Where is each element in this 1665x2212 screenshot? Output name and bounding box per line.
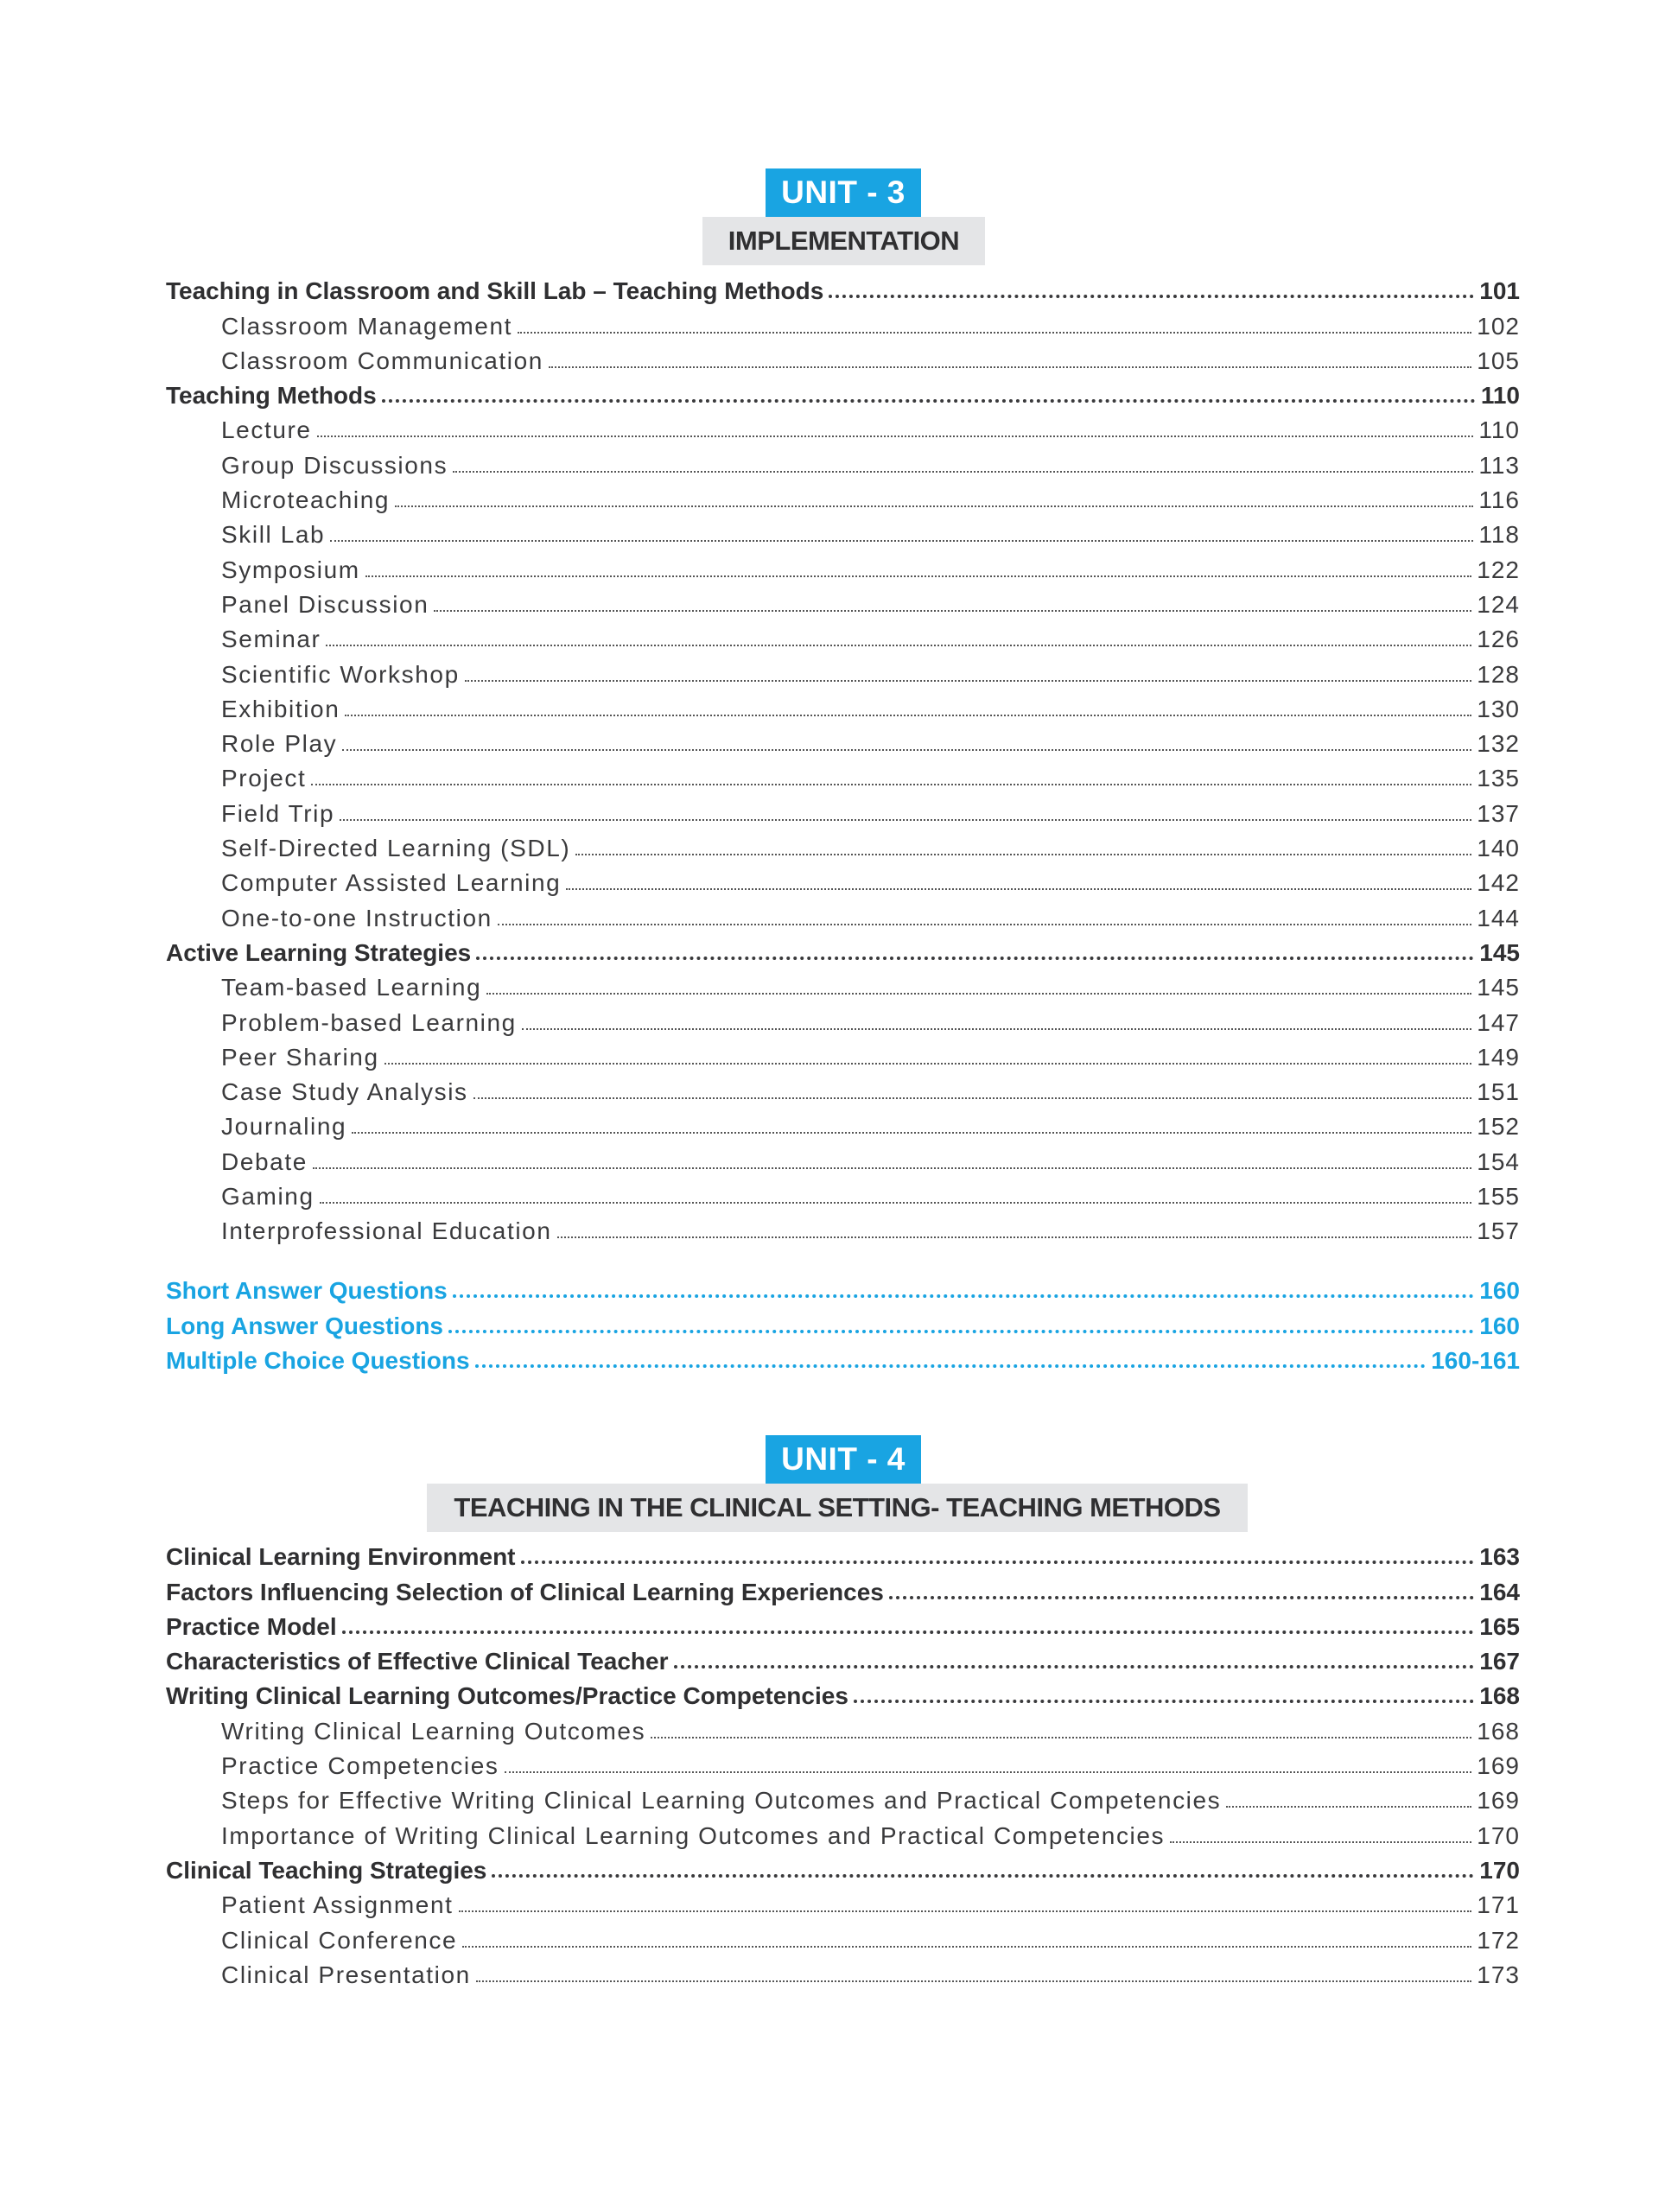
dot-leader: [352, 1132, 1471, 1134]
toc-entry-title: Steps for Effective Writing Clinical Learning Outcomes and Practical Competencies: [166, 1789, 1226, 1818]
toc-subentry[interactable]: [166, 448, 1520, 482]
toc-entry-page: 144: [1471, 906, 1520, 936]
dot-leader: [453, 471, 1473, 473]
toc-entry-title: Writing Clinical Learning Outcomes: [166, 1719, 651, 1749]
toc-subentry[interactable]: [166, 657, 1520, 691]
dot-leader: [473, 1097, 1472, 1099]
toc-entry-page: 173: [1471, 1963, 1520, 1993]
unit-3-title: [702, 217, 985, 265]
toc-subentry[interactable]: [166, 1040, 1520, 1075]
toc-entry-title: Clinical Conference: [166, 1929, 462, 1958]
toc-subentry[interactable]: [166, 796, 1520, 830]
toc-entry-title: Characteristics of Effective Clinical Teacher: [166, 1649, 674, 1679]
toc-entry-page: 170: [1471, 1824, 1520, 1853]
toc-entry-page: 126: [1471, 627, 1520, 657]
toc-entry-page: 145: [1471, 976, 1520, 1005]
unit-3-badge: [766, 168, 921, 217]
toc-heading-entry[interactable]: [166, 378, 1520, 413]
dot-leader: [476, 957, 1474, 960]
toc-subentry[interactable]: [166, 308, 1520, 343]
toc-heading-entry[interactable]: [166, 1644, 1520, 1679]
dot-leader: [434, 610, 1471, 612]
toc-entry-title: Clinical Teaching Strategies: [166, 1859, 492, 1888]
toc-entry-title: Lecture: [166, 418, 317, 448]
dot-leader: [1226, 1806, 1471, 1808]
toc-subentry[interactable]: [166, 1005, 1520, 1039]
toc-entry-page: 155: [1471, 1185, 1520, 1214]
toc-heading-entry[interactable]: [166, 1574, 1520, 1609]
dot-leader: [549, 366, 1471, 368]
toc-entry-title: Clinical Presentation: [166, 1963, 476, 1993]
dot-leader: [518, 332, 1471, 334]
toc-entry-page: 142: [1471, 871, 1520, 900]
toc-entry-page: 130: [1471, 697, 1520, 727]
dot-leader: [674, 1665, 1475, 1669]
toc-subentry[interactable]: [166, 1075, 1520, 1109]
toc-entry-page: 102: [1471, 315, 1520, 344]
toc-subentry[interactable]: [166, 518, 1520, 552]
toc-entry-page: 160-161: [1426, 1349, 1520, 1378]
dot-leader: [345, 715, 1471, 716]
toc-subentry[interactable]: [166, 692, 1520, 727]
toc-entry-page: 105: [1471, 349, 1520, 378]
toc-entry-page: 168: [1471, 1719, 1520, 1749]
unit-4-title: [427, 1484, 1248, 1532]
toc-heading-entry[interactable]: [166, 1540, 1520, 1574]
toc-entry-title: Patient Assignment: [166, 1893, 459, 1923]
unit-4-badge-label: UNIT - 4: [781, 1441, 906, 1477]
toc-entry-page: 124: [1471, 593, 1520, 622]
toc-subentry[interactable]: [166, 1818, 1520, 1853]
toc-subentry[interactable]: [166, 900, 1520, 935]
dot-leader: [557, 1236, 1472, 1238]
toc-entry-title: Importance of Writing Clinical Learning Outcomes and Practical Competencies: [166, 1824, 1170, 1853]
toc-heading-entry[interactable]: [166, 1679, 1520, 1713]
dot-leader: [317, 435, 1474, 437]
toc-entry-title: Project: [166, 766, 311, 796]
toc-entry-title: Long Answer Questions: [166, 1314, 448, 1344]
toc-entry-page: 149: [1471, 1046, 1520, 1075]
toc-subentry[interactable]: [166, 1214, 1520, 1249]
toc-entry-title: Classroom Management: [166, 315, 518, 344]
toc-entry-page: 116: [1473, 488, 1520, 518]
toc-entry-page: 128: [1471, 663, 1520, 692]
dot-leader: [342, 749, 1471, 751]
toc-entry-title: Case Study Analysis: [166, 1080, 473, 1109]
toc-question-entry[interactable]: [166, 1308, 1520, 1343]
dot-leader: [465, 680, 1472, 682]
toc-subentry[interactable]: [166, 866, 1520, 900]
toc-entry-page: 160: [1474, 1279, 1520, 1308]
toc-entry-page: 113: [1473, 454, 1520, 483]
toc-entry-title: Gaming: [166, 1185, 320, 1214]
toc-entry-page: 157: [1471, 1219, 1520, 1249]
dot-leader: [462, 1946, 1471, 1948]
toc-entry-page: 110: [1473, 418, 1520, 448]
toc-entry-title: Teaching in Classroom and Skill Lab – Teaching Methods: [166, 279, 829, 308]
toc-subentry[interactable]: [166, 831, 1520, 866]
toc-entry-title: Microteaching: [166, 488, 395, 518]
dot-leader: [1170, 1841, 1471, 1843]
toc-entry-title: Symposium: [166, 558, 365, 588]
toc-entry-page: 165: [1474, 1615, 1520, 1644]
dot-leader: [453, 1294, 1475, 1298]
toc-subentry[interactable]: [166, 1109, 1520, 1144]
dot-leader: [889, 1596, 1474, 1599]
dot-leader: [829, 295, 1474, 298]
dot-leader: [521, 1560, 1475, 1564]
toc-entry-page: 171: [1471, 1893, 1520, 1923]
toc-heading-entry[interactable]: [166, 1853, 1520, 1888]
dot-leader: [320, 1202, 1472, 1204]
toc-entry-title: Panel Discussion: [166, 593, 434, 622]
toc-entry-page: 154: [1471, 1150, 1520, 1179]
toc-entry-title: Active Learning Strategies: [166, 941, 476, 970]
toc-entry-page: 170: [1474, 1859, 1520, 1888]
toc-entry-page: 118: [1473, 523, 1520, 552]
toc-entry-page: 132: [1471, 732, 1520, 761]
dot-leader: [313, 1167, 1471, 1169]
dot-leader: [448, 1330, 1474, 1333]
toc-subentry[interactable]: [166, 970, 1520, 1005]
toc-entry-page: 145: [1474, 941, 1520, 970]
toc-entry-title: Group Discussions: [166, 454, 453, 483]
toc-entry-page: 169: [1471, 1754, 1520, 1783]
toc-entry-title: Short Answer Questions: [166, 1279, 453, 1308]
toc-entry-title: Journaling: [166, 1115, 352, 1144]
dot-leader: [311, 784, 1471, 785]
toc-entry-title: Multiple Choice Questions: [166, 1349, 475, 1378]
toc-subentry[interactable]: [166, 1958, 1520, 1993]
unit-3-title-label: IMPLEMENTATION: [728, 226, 960, 256]
toc-entry-title: Field Trip: [166, 802, 340, 831]
toc-entry-title: Seminar: [166, 627, 326, 657]
toc-entry-page: 147: [1471, 1011, 1520, 1040]
toc-entry-page: 122: [1471, 558, 1520, 588]
toc-subentry[interactable]: [166, 1923, 1520, 1957]
toc-entry-page: 168: [1474, 1684, 1520, 1713]
toc-entry-title: Practice Competencies: [166, 1754, 505, 1783]
toc-subentry[interactable]: [166, 622, 1520, 657]
dot-leader: [342, 1630, 1475, 1634]
toc-subentry[interactable]: [166, 552, 1520, 587]
toc-subentry[interactable]: [166, 588, 1520, 622]
toc-entry-title: Self-Directed Learning (SDL): [166, 836, 575, 866]
dot-leader: [651, 1737, 1471, 1738]
unit-3-badge-label: UNIT - 3: [781, 175, 906, 210]
dot-leader: [486, 993, 1471, 995]
toc-entry-title: Computer Assisted Learning: [166, 871, 566, 900]
toc-entry-page: 160: [1474, 1314, 1520, 1344]
dot-leader: [475, 1364, 1427, 1368]
toc-entry-page: 152: [1471, 1115, 1520, 1144]
toc-entry-page: 137: [1471, 802, 1520, 831]
toc-entry-title: Classroom Communication: [166, 349, 549, 378]
unit-3-toc: [166, 274, 1520, 1249]
toc-heading-entry[interactable]: [166, 1610, 1520, 1644]
toc-question-entry[interactable]: [166, 1274, 1520, 1308]
dot-leader: [566, 888, 1471, 890]
dot-leader: [326, 645, 1471, 646]
toc-subentry[interactable]: [166, 1749, 1520, 1783]
dot-leader: [476, 1980, 1471, 1982]
toc-subentry[interactable]: [166, 1713, 1520, 1748]
toc-entry-page: 110: [1476, 384, 1520, 413]
toc-entry-title: Practice Model: [166, 1615, 342, 1644]
unit-4-badge: [766, 1435, 921, 1484]
unit-4-title-label: TEACHING IN THE CLINICAL SETTING- TEACHING METHODS: [454, 1492, 1221, 1522]
toc-heading-entry[interactable]: [166, 274, 1520, 308]
toc-entry-title: Problem-based Learning: [166, 1011, 522, 1040]
toc-entry-title: Debate: [166, 1150, 313, 1179]
toc-subentry[interactable]: [166, 1888, 1520, 1923]
toc-entry-title: Factors Influencing Selection of Clinical Learning Experiences: [166, 1580, 889, 1610]
dot-leader: [505, 1771, 1472, 1773]
dot-leader: [365, 575, 1472, 577]
dot-leader: [340, 819, 1471, 821]
toc-entry-page: 151: [1471, 1080, 1520, 1109]
dot-leader: [384, 1063, 1472, 1065]
toc-subentry[interactable]: [166, 1179, 1520, 1214]
toc-entry-page: 167: [1474, 1649, 1520, 1679]
toc-entry-title: Interprofessional Education: [166, 1219, 557, 1249]
dot-leader: [854, 1700, 1474, 1703]
dot-leader: [498, 924, 1471, 925]
toc-entry-title: Peer Sharing: [166, 1046, 384, 1075]
toc-heading-entry[interactable]: [166, 936, 1520, 970]
toc-question-entry[interactable]: [166, 1344, 1520, 1378]
dot-leader: [395, 505, 1473, 507]
toc-subentry[interactable]: [166, 413, 1520, 448]
toc-subentry[interactable]: [166, 727, 1520, 761]
toc-subentry[interactable]: [166, 344, 1520, 378]
toc-entry-title: Role Play: [166, 732, 342, 761]
toc-entry-title: Exhibition: [166, 697, 345, 727]
unit-4-toc: [166, 1540, 1520, 1993]
dot-leader: [522, 1028, 1471, 1030]
toc-subentry[interactable]: [166, 1783, 1520, 1818]
dot-leader: [492, 1874, 1474, 1878]
dot-leader: [382, 399, 1476, 403]
toc-subentry[interactable]: [166, 483, 1520, 518]
dot-leader: [575, 854, 1471, 855]
toc-entry-title: One-to-one Instruction: [166, 906, 498, 936]
toc-subentry[interactable]: [166, 1144, 1520, 1179]
dot-leader: [459, 1910, 1472, 1912]
toc-entry-page: 169: [1471, 1789, 1520, 1818]
unit-3-questions: [166, 1274, 1520, 1378]
toc-entry-title: Team-based Learning: [166, 976, 486, 1005]
toc-entry-page: 164: [1474, 1580, 1520, 1610]
toc-entry-page: 163: [1474, 1545, 1520, 1574]
toc-entry-title: Clinical Learning Environment: [166, 1545, 521, 1574]
dot-leader: [330, 540, 1473, 542]
toc-entry-page: 101: [1474, 279, 1520, 308]
toc-entry-page: 140: [1471, 836, 1520, 866]
toc-entry-page: 172: [1471, 1929, 1520, 1958]
toc-entry-page: 135: [1471, 766, 1520, 796]
toc-subentry[interactable]: [166, 761, 1520, 796]
toc-entry-title: Scientific Workshop: [166, 663, 465, 692]
toc-entry-title: Skill Lab: [166, 523, 330, 552]
toc-entry-title: Writing Clinical Learning Outcomes/Practice Competencies: [166, 1684, 854, 1713]
toc-entry-title: Teaching Methods: [166, 384, 382, 413]
